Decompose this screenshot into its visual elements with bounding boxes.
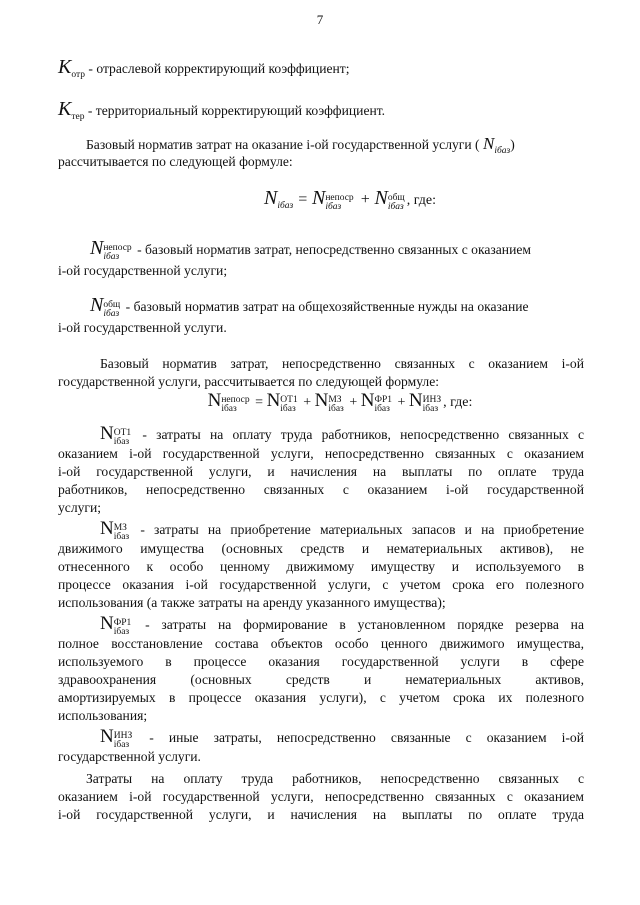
def-neposr-line-2: i-ой государственной услуги; bbox=[58, 263, 228, 278]
def-mz-line-3: отнесенного к особо ценному движимому имуществу и используемого в bbox=[58, 559, 584, 574]
def-neposr-line-1: N непоср iбаз - базовый норматив затрат, непосредственно связанных с оказанием bbox=[90, 237, 531, 262]
para-1-line-2: рассчитывается по следующей формуле: bbox=[58, 154, 293, 169]
def-fr1-line-4: здравоохранения (основных средств и нематериальных активов, bbox=[58, 672, 584, 687]
def-mz-line-2: движимого имущества (основных средств и нематериальных активов), не bbox=[58, 541, 584, 556]
def-fr1-line-1: N ФР1 iбаз - затраты на формирование в установленном порядке резерва на bbox=[100, 613, 584, 637]
def-ot1-line-2: оказанием i-ой государственной услуги, непосредственно связанных с оказанием bbox=[58, 446, 584, 461]
def-fr1-line-2: полное восстановление состава объектов особо ценного движимого имущества, bbox=[58, 636, 584, 651]
para-2-line-2: государственной услуги, рассчитывается по следующей формуле: bbox=[58, 374, 440, 389]
def-ot1-line-3: i-ой государственной услуги, и начисления на выплаты по оплате труда bbox=[58, 464, 584, 479]
def-inz-line-2: государственной услуги. bbox=[58, 749, 201, 764]
def-mz-line-1: N МЗ iбаз - затраты на приобретение материальных запасов и на приобретение bbox=[100, 518, 584, 542]
def-fr1-line-3: используемого в процессе оказания государственной услуги в сфере bbox=[58, 654, 584, 669]
def-inz-line-1: N ИНЗ iбаз - иные затраты, непосредственно связанные с оказанием i-ой bbox=[100, 726, 584, 750]
def-obshch-line-1: N общ iбаз - базовый норматив затрат на общехозяйственные нужды на оказание bbox=[90, 294, 529, 319]
para-3-line-1: Затраты на оплату труда работников, непосредственно связанных с bbox=[86, 771, 584, 786]
para-1-line-1: Базовый норматив затрат на оказание i-ой государственной услуги ( $N_{iбаз}$) bbox=[86, 134, 515, 156]
def-fr1-line-5: амортизируемых в процессе оказания услуги), с учетом срока их полезного bbox=[58, 690, 584, 705]
page-number: 7 bbox=[316, 12, 324, 27]
k-otr-line: $K_{отр}$ - отраслевой корректирующий коэффициент; bbox=[58, 56, 350, 80]
def-ot1-line-5: услуги; bbox=[58, 500, 102, 515]
para-3-line-2: оказанием i-ой государственной услуги, непосредственно связанных с оказанием bbox=[58, 789, 584, 804]
formula-2: N непоср iбаз = N OT1 iбаз + N МЗ iбаз + N ФР1 iбаз + N ИНЗ iбаз , где: bbox=[207, 390, 473, 414]
formula-1: $N_{iбаз} = N$ непоср iбаз + N общ iбаз , где: bbox=[263, 187, 437, 212]
def-obshch-line-2: i-ой государственной услуги. bbox=[58, 320, 227, 335]
k-ter-line: $K_{тер}$ - территориальный корректирующий коэффициент. bbox=[58, 98, 386, 122]
para-3-line-3: i-ой государственной услуги, и начисления на выплаты по оплате труда bbox=[58, 807, 584, 822]
def-fr1-line-6: использования; bbox=[58, 708, 148, 723]
para-2-line-1: Базовый норматив затрат, непосредственно связанных с оказанием i-ой bbox=[100, 356, 584, 371]
def-mz-line-4: процессе оказания i-ой государственной услуги, с учетом срока его полезного bbox=[58, 577, 584, 592]
def-ot1-line-1: N OT1 iбаз - затраты на оплату труда работников, непосредственно связанных с bbox=[100, 423, 584, 447]
def-ot1-line-4: работников, непосредственно связанных с оказанием i-ой государственной bbox=[58, 482, 584, 497]
def-mz-line-5: использования (а также затраты на аренду указанного имущества); bbox=[58, 595, 446, 610]
